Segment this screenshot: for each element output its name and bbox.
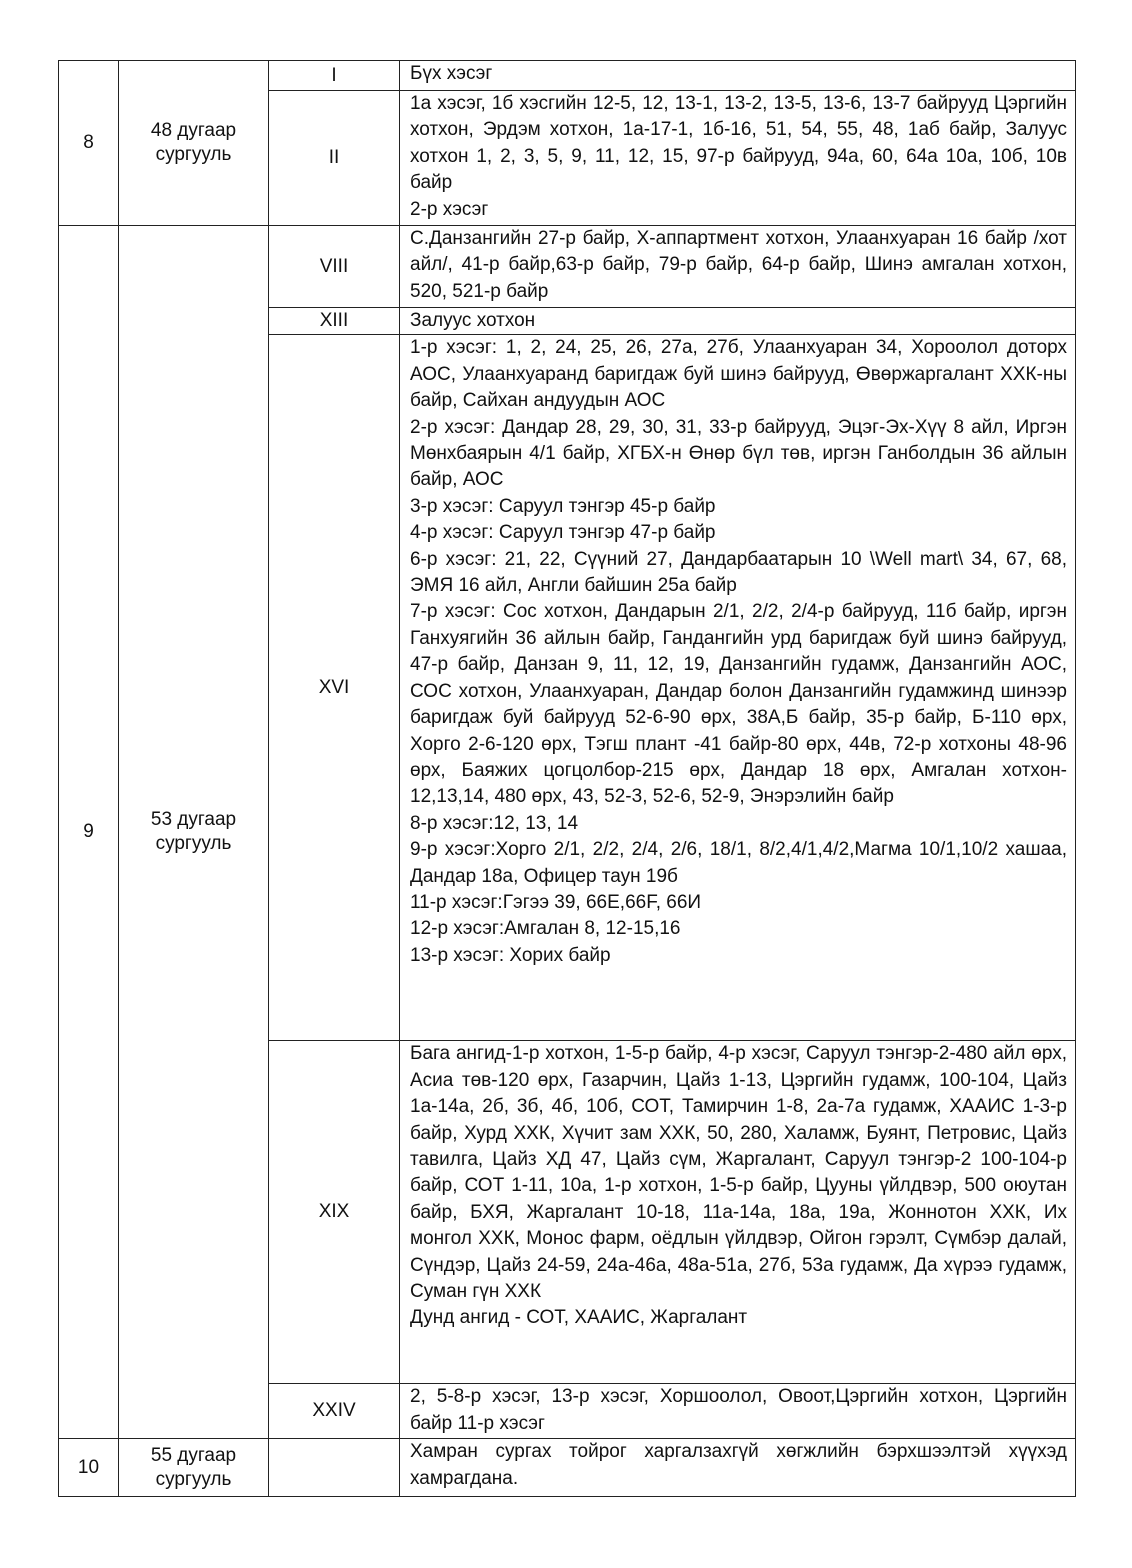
row-number: 9	[59, 226, 119, 1439]
table-row	[59, 61, 1076, 91]
area-list	[400, 61, 1076, 91]
school-name-line1: 48 дугаар	[150, 120, 237, 141]
section-number: XIII	[269, 308, 400, 335]
area-line: 3-р хэсэг: Саруул тэнгэр 45-р байр	[410, 495, 716, 517]
area-line: 4-р хэсэг: Саруул тэнгэр 47-р байр	[410, 522, 716, 544]
table-row	[59, 1439, 1076, 1497]
area-line: Дунд ангид - СОТ, ХААИС, Жаргалант	[410, 1307, 748, 1329]
section-number: XVI	[269, 335, 400, 1041]
school-name-line2: сургууль	[155, 144, 232, 165]
section-number: XIX	[269, 1041, 400, 1384]
area-list	[400, 335, 1076, 1041]
area-list	[400, 1384, 1076, 1439]
area-line: 2, 5-8-р хэсэг, 13-р хэсэг, Хоршоолол, Овоот,Цэргийн хотхон, Цэргийн байр 11-р хэсэг	[410, 1386, 1067, 1434]
school-name-line2: сургууль	[155, 1468, 232, 1490]
section-number: XXIV	[269, 1384, 400, 1439]
area-line: Хамран сургах тойрог харгалзахгүй хөгжлийн бэрхшээлтэй хүүхэд хамрагдана.	[410, 1441, 1067, 1489]
area-list	[400, 226, 1076, 308]
area-list	[400, 1041, 1076, 1384]
school-name	[119, 61, 269, 226]
section-number	[269, 1439, 400, 1497]
area-line: Залуус хотхон	[410, 310, 536, 331]
area-list	[400, 1439, 1076, 1497]
school-name-line2: сургууль	[155, 833, 232, 855]
school-name-line1: 53 дугаар	[150, 809, 237, 831]
area-line: 6-р хэсэг: 21, 22, Сүүний 27, Дандарбаатарын 10 \Well mart\ 34, 67, 68, ЭМЯ 16 айл, Англи байшин 25а байр	[410, 548, 1067, 597]
area-line: 12-р хэсэг:Амгалан 8, 12-15,16	[410, 918, 681, 940]
table-row	[59, 226, 1076, 308]
section-number: II	[269, 91, 400, 226]
area-line: 2-р хэсэг: Дандар 28, 29, 30, 31, 33-р байрууд, Эцэг-Эх-Хүү 8 айл, Иргэн Мөнхбаярын 4/1 байр, ХГБХ-н Өнөр бүл төв, иргэн Ганболдын 36 айлын байр, АОС	[410, 416, 1067, 491]
area-line: Бага ангид-1-р хотхон, 1-5-р байр, 4-р хэсэг, Саруул тэнгэр-2-480 айл өрх, Асиа төв-120 өрх, Газарчин, Цайз 1-13, Цэргийн гудамж, 100-104, Цайз 1а-14а, 2б, 3б, 4б, 10б, СОТ, Тамирчин 1-8, 2а-7а гудамж, ХААИС 1-3-р байр, Хурд ХХК, Хүчит зам ХХК, 50, 280, Халамж, Буянт, Петровис, Цайз тавилга, Цайз ХД 47, Цайз сүм, Жаргалант, Саруул тэнгэр-2 100-104-р байр, СОТ 1-11, 10а, 1-р хотхон, 1-5-р байр, Цууны үйлдвэр, 500 оюутан байр, БХЯ, Жаргалант 10-18, 11а-14а, 18а, 19а, Жоннотон ХХК, Их монгол ХХК, Монос фарм, оёдлын үйлдвэр, Ойгон гэрэлт, Сүмбэр далай, Сүндэр, Цайз 24-59, 24а-46а, 48а-51а, 27б, 53а гудамж, Да хүрээ гудамж, Суман гүн ХХК	[410, 1043, 1067, 1303]
area-list	[400, 308, 1076, 335]
area-line: 1-р хэсэг: 1, 2, 24, 25, 26, 27а, 27б, Улаанхуаран 34, Хороолол доторх АОС, Улаанхуаранд баригдаж буй шинэ байрууд, Өвөржаргалант ХХК-ны байр, Сайхан андуудын АОС	[410, 337, 1067, 412]
area-line: 9-р хэсэг:Хорго 2/1, 2/2, 2/4, 2/6, 18/1, 8/2,4/1,4/2,Магма 10/1,10/2 хашаа, Дандар 18а, Офицер таун 19б	[410, 839, 1067, 887]
school-name	[119, 1439, 269, 1497]
area-line: 1а хэсэг, 1б хэсгийн 12-5, 12, 13-1, 13-2, 13-5, 13-6, 13-7 байрууд Цэргийн хотхон, Эрдэм хотхон, 1а-17-1, 1б-16, 51, 54, 55, 48, 1аб байр, Залуус хотхон 1, 2, 3, 5, 9, 11, 12, 15, 97-р байрууд, 94а, 60, 64а 10а, 10б, 10в байр	[410, 93, 1067, 194]
section-number: VIII	[269, 226, 400, 308]
school-name	[119, 226, 269, 1439]
area-line: Бүх хэсэг	[410, 63, 493, 84]
area-list	[400, 91, 1076, 226]
area-line: 7-р хэсэг: Сос хотхон, Дандарын 2/1, 2/2, 2/4-р байрууд, 11б байр, иргэн Ганхуягийн 36 айлын байр, Гандангийн урд баригдаж буй шинэ байрууд, 47-р байр, Данзан 9, 11, 12, 19, Данзангийн гудамж, Данзангийн АОС, СОС хотхон, Улаанхуаран, Дандар болон Данзангийн гудамжинд шинээр баригдаж буй байрууд 52-6-90 өрх, 38А,Б байр, 35-р байр, Б-110 өрх, Хорго 2-6-120 өрх, Тэгш плант -41 байр-80 өрх, 44в, 72-р хотхоны 48-96 өрх, Баяжих цогцолбор-215 өрх, Дандар 18 өрх, Амгалан хотхон- 12,13,14, 480 өрх, 43, 52-3, 52-6, 52-9, Энэрэлийн байр	[410, 601, 1067, 808]
row-number: 10	[59, 1439, 119, 1497]
area-line: 2-р хэсэг	[410, 198, 489, 220]
section-number: I	[269, 61, 400, 91]
area-line: 11-р хэсэг:Гэгээ 39, 66Е,66F, 66И	[410, 891, 702, 913]
area-line: С.Данзангийн 27-р байр, Х-аппартмент хотхон, Улаанхуаран 16 байр /хот айл/, 41-р байр,63-р байр, 79-р байр, 64-р байр, Шинэ амгалан хотхон, 520, 521-р байр	[410, 228, 1067, 302]
area-line: 8-р хэсэг:12, 13, 14	[410, 812, 579, 834]
school-name-line1: 55 дугаар	[150, 1444, 237, 1466]
school-district-table	[58, 60, 1076, 1497]
area-line: 13-р хэсэг: Хорих байр	[410, 944, 611, 966]
row-number: 8	[59, 61, 119, 226]
